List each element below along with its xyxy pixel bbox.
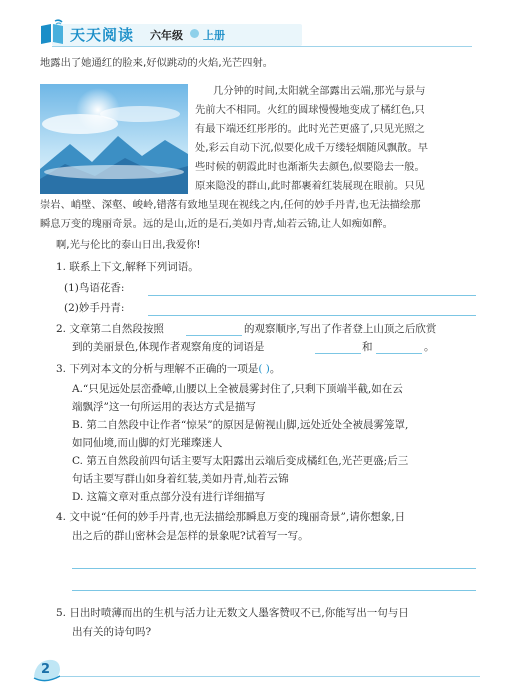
answer-blank-2b[interactable] bbox=[315, 353, 361, 354]
question-2-end: 。 bbox=[424, 341, 435, 353]
header-rule bbox=[52, 46, 472, 47]
page-number: 2 bbox=[41, 662, 51, 677]
answer-bracket-3[interactable]: ( ) bbox=[258, 363, 270, 375]
question-1b-label: (2)妙手丹青: bbox=[64, 302, 125, 314]
brand-title: 天天阅读 bbox=[70, 26, 135, 44]
passage-line: 处,彩云自动下沉,似要化成千万缕轻烟随风飘散。早 bbox=[195, 142, 429, 154]
sunrise-illustration bbox=[40, 84, 188, 194]
passage-line: 些时候的朝霞此时也渐渐失去颜色,似要隐去一般。 bbox=[195, 161, 425, 173]
question-5-line1: 5. 日出时喷薄而出的生机与活力让无数文人墨客赞叹不已,你能写出一句与日 bbox=[56, 607, 409, 619]
answer-blank-2c[interactable] bbox=[376, 353, 422, 354]
question-2-part2: 的观察顺序,写出了作者登上山顶之后欣赏 bbox=[244, 323, 437, 335]
option-c-line1: C. 第五自然段前四句话主要写太阳露出云端后变成橘红色,光芒更盛;后三 bbox=[72, 455, 409, 467]
passage-line: 崇岩、峭壁、深壑、峻岭,错落有致地呈现在视线之内,任何的妙手丹青,也无法描绘那 bbox=[40, 199, 421, 211]
question-3-stem bbox=[56, 364, 280, 375]
answer-line-4a[interactable] bbox=[72, 568, 476, 569]
option-a-line1: A.“只见远处层峦叠嶂,山腰以上全被晨雾封住了,只剩下顶端半截,如在云 bbox=[72, 383, 403, 395]
passage-closing: 啊,光与伦比的泰山日出,我爱你! bbox=[56, 239, 201, 251]
footer-rule bbox=[60, 676, 480, 677]
passage-line: 几分钟的时间,太阳就全部露出云端,那光与景与 bbox=[213, 85, 426, 97]
answer-line-1a[interactable] bbox=[148, 295, 476, 296]
question-3-text: 3. 下列对本文的分析与理解不正确的一项是 bbox=[56, 363, 259, 375]
question-5-line2: 出有关的诗句吗? bbox=[72, 626, 152, 638]
answer-line-4b[interactable] bbox=[72, 590, 476, 591]
question-4-line2: 出之后的群山密林会是怎样的景象呢?试着写一写。 bbox=[72, 530, 309, 542]
book-icon bbox=[38, 18, 66, 46]
answer-blank-2a[interactable] bbox=[186, 335, 242, 336]
passage-line: 先前大不相同。火红的圆球慢慢地变成了橘红色,只 bbox=[195, 104, 425, 116]
question-2-part1: 2. 文章第二自然段按照 bbox=[56, 323, 164, 335]
passage-line: 有最下端还红彤彤的。此时光芒更盛了,只见光照之 bbox=[195, 123, 425, 135]
question-3-end: 。 bbox=[269, 363, 281, 375]
question-2-part3: 到的美丽景色,体现作者观察角度的词语是 bbox=[72, 341, 265, 353]
option-a-line2: 端飘浮”这一句所运用的表达方式是描写 bbox=[72, 401, 256, 413]
separator-dot bbox=[190, 29, 199, 38]
passage-line: 原来隐没的群山,此时都裹着红装展现在眼前。只见 bbox=[195, 180, 425, 192]
question-2-and: 和 bbox=[362, 341, 373, 353]
grade-label: 六年级 bbox=[150, 29, 183, 42]
option-b-line1: B. 第二自然段中让作者“惊呆”的原因是俯视山脚,远处近处全被晨雾笼罩, bbox=[72, 419, 409, 431]
question-1: 1. 联系上下文,解释下列词语。 bbox=[56, 261, 199, 273]
passage-line: 地露出了她通红的脸来,好似跳动的火焰,光芒四射。 bbox=[40, 57, 274, 69]
volume-label: 上册 bbox=[203, 29, 225, 42]
passage-line: 瞬息万变的瑰丽奇景。远的是山,近的是石,美如丹青,灿若云锦,让人如痴如醉。 bbox=[40, 218, 393, 230]
question-4-line1: 4. 文中说“任何的妙手丹青,也无法描绘那瞬息万变的瑰丽奇景”,请你想象,日 bbox=[56, 511, 406, 523]
option-d: D. 这篇文章对重点部分没有进行详细描写 bbox=[72, 491, 266, 503]
answer-line-1b[interactable] bbox=[148, 315, 476, 316]
option-c-line2: 句话主要写群山如身着红装,美如丹青,灿若云锦 bbox=[72, 473, 289, 485]
question-1a-label: (1)鸟语花香: bbox=[64, 282, 125, 294]
option-b-line2: 如同仙境,而山脚的灯光璀璨迷人 bbox=[72, 437, 223, 449]
